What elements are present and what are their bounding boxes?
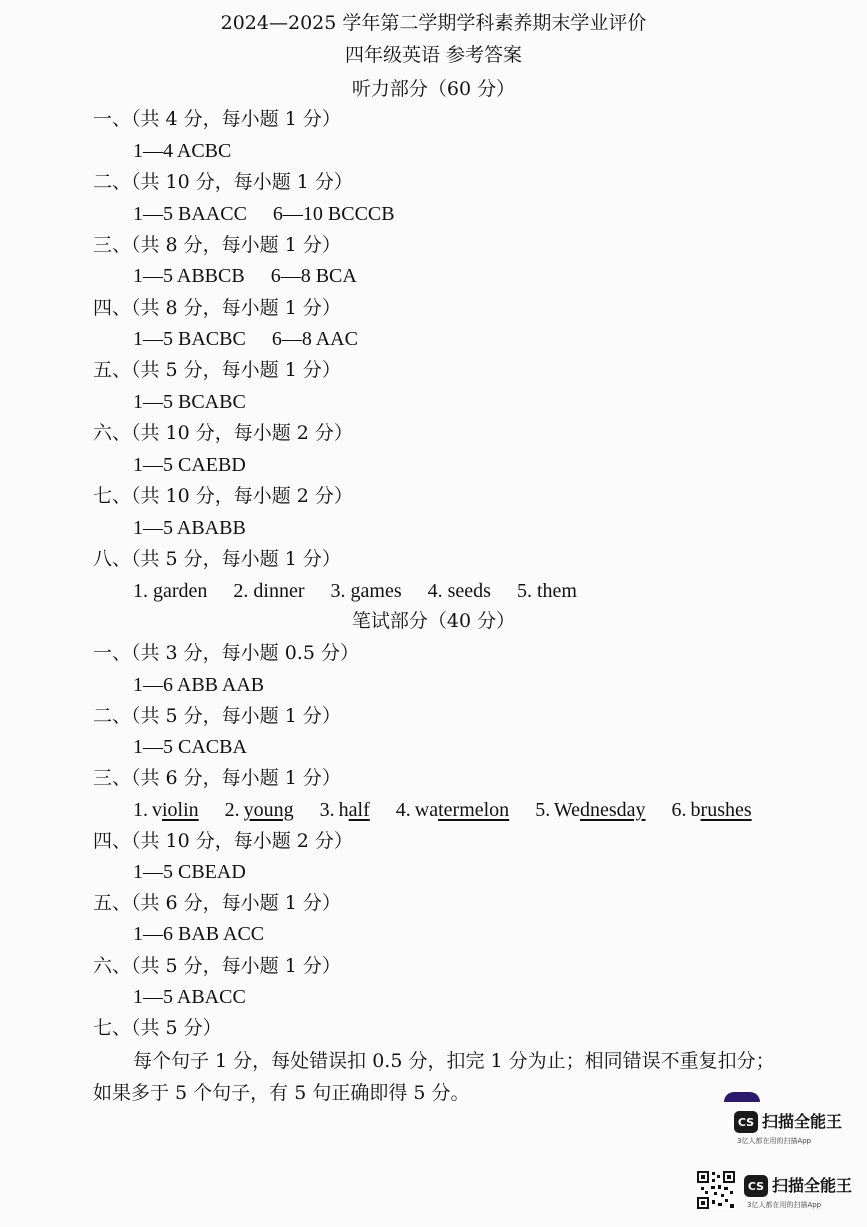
word-underlined: young — [243, 799, 294, 821]
writing-q1-heading: 一、（共 3 分，每小题 0.5 分） — [93, 642, 359, 664]
scanner-tagline: 3亿人都在用的扫描App — [737, 1137, 812, 1145]
writing-q7-rule-1: 每个句子 1 分，每处错误扣 0.5 分，扣完 1 分为止；相同错误不重复扣分； — [133, 1050, 775, 1072]
scanner-tagline: 3亿人都在用的扫描App — [747, 1201, 822, 1209]
listening-q3-answer — [133, 263, 357, 289]
writing-q3-answer — [133, 797, 752, 823]
listening-q5-answer: 1—5 BCABC — [133, 391, 246, 413]
listening-q6-answer: 1—5 CAEBD — [133, 454, 246, 476]
word-prefix: 4. wa — [395, 799, 439, 821]
document-subtitle: 四年级英语 参考答案 — [344, 44, 523, 66]
word-answer: 2. dinner — [233, 580, 305, 602]
listening-q6-heading: 六、（共 10 分，每小题 2 分） — [93, 422, 353, 444]
answer-part: 1—5 ABBCB — [133, 265, 245, 287]
word-answer — [225, 799, 294, 821]
listening-q3-heading: 三、（共 8 分，每小题 1 分） — [93, 234, 341, 256]
word-prefix: 1. v — [133, 799, 162, 821]
writing-q4-answer: 1—5 CBEAD — [133, 861, 246, 883]
word-underlined: dnesday — [579, 799, 646, 821]
writing-q1-answer: 1—6 ABB AAB — [133, 674, 265, 696]
word-answer — [672, 799, 752, 821]
answer-part: 1—5 BAACC — [133, 203, 247, 225]
listening-q1-answer: 1—4 ACBC — [133, 140, 232, 162]
word-prefix: 6. b — [671, 799, 701, 821]
word-answer — [320, 799, 370, 821]
writing-section-heading: 笔试部分（40 分） — [351, 610, 516, 632]
cs-logo-icon: CS — [734, 1111, 758, 1133]
writing-q5-answer: 1—6 BAB ACC — [133, 923, 265, 945]
word-answer: 3. games — [330, 580, 402, 602]
writing-q7-rule-2: 如果多于 5 个句子，有 5 句正确即得 5 分。 — [93, 1082, 470, 1104]
word-answer: 5. them — [516, 580, 577, 602]
answer-part: 6—8 BCA — [270, 265, 357, 287]
writing-q7-heading: 七、（共 5 分） — [93, 1017, 222, 1039]
word-answer — [535, 799, 645, 821]
scanner-watermark — [734, 1111, 842, 1133]
writing-q2-heading: 二、（共 5 分，每小题 1 分） — [93, 705, 341, 727]
word-answer: 4. seeds — [427, 580, 491, 602]
word-prefix: 2. — [224, 799, 244, 821]
listening-q4-answer — [133, 326, 358, 352]
listening-q7-answer: 1—5 ABABB — [133, 517, 246, 539]
listening-q7-heading: 七、（共 10 分，每小题 2 分） — [93, 485, 353, 507]
word-underlined: rushes — [700, 799, 752, 821]
decorative-shape — [724, 1092, 760, 1102]
word-underlined: alf — [348, 799, 370, 821]
word-answer — [396, 799, 509, 821]
listening-q4-heading: 四、（共 8 分，每小题 1 分） — [93, 297, 341, 319]
listening-q2-answer — [133, 201, 395, 227]
scanner-app-name: 扫描全能王 — [762, 1112, 843, 1131]
writing-q2-answer: 1—5 CACBA — [133, 736, 247, 758]
scanner-app-name: 扫描全能王 — [772, 1176, 853, 1195]
answer-part: 6—8 AAC — [271, 328, 358, 350]
document-title: 2024—2025 学年第二学期学科素养期末学业评价 — [220, 12, 647, 34]
writing-q6-answer: 1—5 ABACC — [133, 986, 246, 1008]
listening-q2-heading: 二、（共 10 分，每小题 1 分） — [93, 171, 353, 193]
word-answer: 1. garden — [133, 580, 208, 602]
answer-part: 6—10 BCCCB — [272, 203, 395, 225]
listening-q8-heading: 八、（共 5 分，每小题 1 分） — [93, 548, 341, 570]
listening-q1-heading: 一、（共 4 分，每小题 1 分） — [93, 108, 341, 130]
writing-q6-heading: 六、（共 5 分，每小题 1 分） — [93, 955, 341, 977]
writing-q3-heading: 三、（共 6 分，每小题 1 分） — [93, 767, 341, 789]
answer-part: 1—5 BACBC — [133, 328, 246, 350]
listening-q5-heading: 五、（共 5 分，每小题 1 分） — [93, 359, 341, 381]
cs-logo-icon: CS — [744, 1175, 768, 1197]
word-prefix: 3. h — [319, 799, 349, 821]
qr-code-icon — [696, 1170, 736, 1210]
word-prefix: 5. We — [535, 799, 580, 821]
scanner-watermark — [744, 1175, 852, 1197]
word-answer — [133, 799, 199, 821]
listening-section-heading: 听力部分（60 分） — [351, 78, 516, 100]
listening-q8-answer — [133, 578, 577, 604]
word-underlined: termelon — [438, 799, 510, 821]
writing-q5-heading: 五、（共 6 分，每小题 1 分） — [93, 892, 341, 914]
word-underlined: iolin — [162, 799, 199, 821]
writing-q4-heading: 四、（共 10 分，每小题 2 分） — [93, 830, 353, 852]
